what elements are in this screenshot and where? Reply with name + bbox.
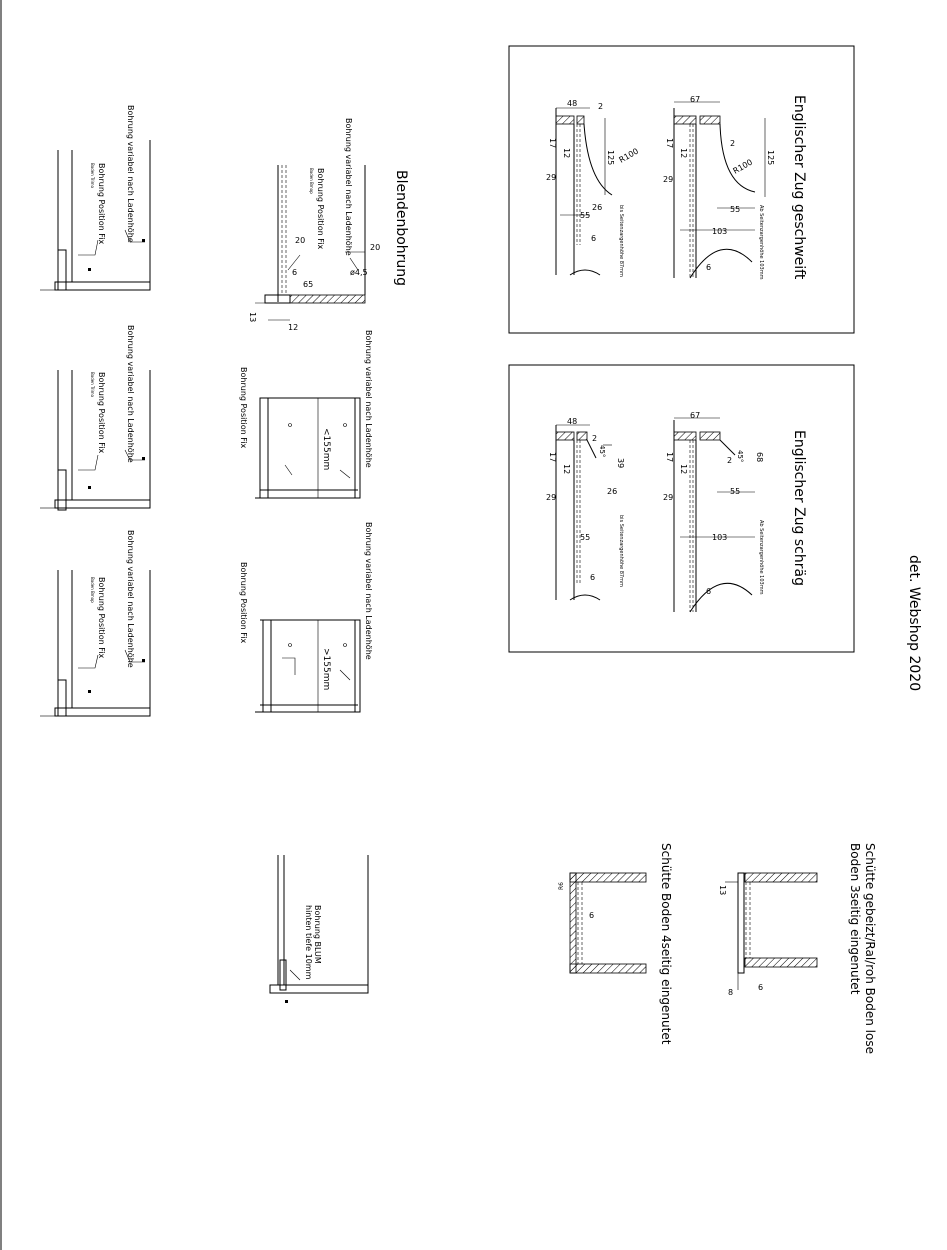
label-blum: Bohrung BLUM [313,905,322,964]
dim-13: 13 [718,885,727,896]
dim-17: 17 [548,138,557,149]
dim-r6: R6 [558,882,565,890]
dim-6b: 6 [706,587,712,596]
dim-6: 6 [292,268,298,277]
dim-2b: 2 [730,139,736,148]
dim-45b: 45° [736,450,744,463]
detail-gt155 [239,522,373,712]
label-variabel: Bohrung variabel nach Ladenhöhe [126,530,135,668]
dim-lt155: <155mm [321,428,331,471]
label-fix: Bohrung Position Fix [239,562,248,644]
dim-125b: 125 [766,150,775,166]
dim-gt155: >155mm [321,648,331,691]
dim-20b: 20 [295,236,306,245]
dim-48: 48 [567,417,578,426]
dim-r100b: R100 [731,157,755,176]
dim-20a: 20 [370,243,381,252]
panel-geschweift-title: Englischer Zug geschweift [791,95,807,280]
dim-29: 29 [546,173,557,182]
blende-title: Blendenbohrung [393,170,409,287]
dim-67: 67 [690,95,701,104]
label-boden: Boden Trimo [90,372,95,397]
dim-6b: 6 [706,263,712,272]
detail-blende [248,118,409,332]
label-fix: Bohrung Position Fix [97,372,106,454]
dim-29b: 29 [663,175,674,184]
label-fix: Bohrung Position Fix [316,168,325,250]
dim-39: 39 [616,458,625,469]
dim-2b: 2 [727,456,733,465]
dim-12: 12 [562,148,571,159]
panel-schraeg-title: Englischer Zug schräg [791,430,807,586]
detail-col1-b [40,325,150,510]
dim-45: 45° [598,445,606,458]
panel-schraeg [509,365,854,652]
note-large: Ab Seitenzargenhöhe 103mm [758,520,764,595]
label-variabel: Bohrung variabel nach Ladenhöhe [344,118,353,256]
dim-55b: 55 [730,205,741,214]
dim-55b: 55 [730,487,741,496]
detail-blum [270,855,368,1003]
dim-6: 6 [590,573,596,582]
label-boden: Boden Trimo [90,163,95,188]
dim-103: 103 [712,533,728,542]
dim-17b: 17 [665,138,674,149]
detail-schuette-lose [718,843,877,1054]
dim-55: 55 [580,533,591,542]
detail-lt155 [239,330,373,498]
dim-29b: 29 [663,493,674,502]
schuette-lose-title1: Schütte gebeizt/Ral/roh Boden lose [863,843,877,1054]
label-variabel: Bohrung variabel nach Ladenhöhe [126,325,135,463]
panel-geschweift [509,46,854,333]
dim-12b: 12 [679,464,688,475]
label-variabel: Bohrung variabel nach Ladenhöhe [364,330,373,468]
schuette-lose-title2: Boden 3seitig eingenutet [848,843,862,995]
label-fix: Bohrung Position Fix [239,367,248,449]
dim-48: 48 [567,99,578,108]
dim-8: 8 [728,988,734,997]
dim-6: 6 [591,234,597,243]
label-boden: Boden Bmop [309,168,314,194]
dim-17: 17 [548,452,557,463]
dim-67: 67 [690,411,701,420]
dim-12: 12 [562,464,571,475]
detail-col1-c [40,530,150,716]
dim-2: 2 [592,434,598,443]
label-variabel: Bohrung variabel nach Ladenhöhe [364,522,373,660]
dim-6: 6 [589,911,595,920]
label-fix: Bohrung Position Fix [97,577,106,659]
dim-r100: R100 [617,146,641,165]
dim-17b: 17 [665,452,674,463]
note-small: bis Seitenzargenhöhe 87mm [618,515,624,587]
side-title: det. Webshop 2020 [906,555,922,692]
dim-26: 26 [607,487,618,496]
dim-12b: 12 [679,148,688,159]
dim-103: 103 [712,227,728,236]
note-small: bis Seitenzargenhöhe 87mm [618,205,624,277]
label-variabel: Bohrung variabel nach Ladenhöhe [126,105,135,243]
label-tiefe: hinten tiefe 10mm [304,905,313,980]
label-boden: Boden Bmop [90,577,95,603]
dim-13: 13 [248,312,257,323]
label-fix: Bohrung Position Fix [97,163,106,245]
dim-125: 125 [606,150,615,166]
dim-26: 26 [592,203,603,212]
dim-2: 2 [598,102,604,111]
dim-65: 65 [303,280,314,289]
dim-29: 29 [546,493,557,502]
note-large: Ab Seitenzargenhöhe 103mm [758,205,764,280]
detail-col1-a [40,105,150,290]
dim-6: 6 [758,983,764,992]
dim-phi: ø4,5 [350,268,368,277]
dim-55: 55 [580,211,591,220]
schuette-vier-title: Schütte Boden 4seitig eingenutet [659,843,673,1045]
detail-schuette-vier [558,843,673,1045]
dim-12: 12 [288,323,299,332]
dim-68: 68 [755,452,764,463]
